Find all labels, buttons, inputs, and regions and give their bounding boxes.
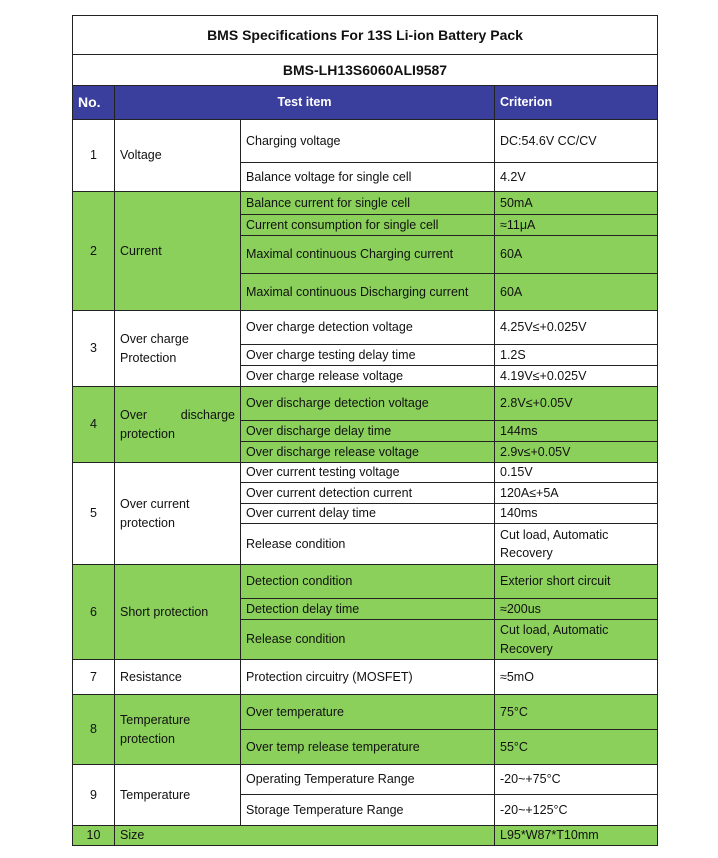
table-row xyxy=(73,387,658,421)
criterion-cell: 4.25V≤+0.025V xyxy=(495,311,658,345)
test-item-cell: Maximal continuous Charging current xyxy=(241,236,495,274)
table-header-row xyxy=(73,86,658,120)
criterion-cell: 2.8V≤+0.05V xyxy=(495,387,658,421)
test-item-cell: Over current detection current xyxy=(241,483,495,504)
row-number: 4 xyxy=(73,387,115,463)
table-row xyxy=(73,192,658,215)
criterion-cell: 60A xyxy=(495,274,658,311)
test-item-cell: Over discharge detection voltage xyxy=(241,387,495,421)
test-item-cell: Over discharge release voltage xyxy=(241,442,495,463)
row-number: 3 xyxy=(73,311,115,387)
criterion-cell: 75°C xyxy=(495,695,658,730)
criterion-cell: Cut load, Automatic Recovery xyxy=(495,524,658,565)
test-item-cell: Detection condition xyxy=(241,565,495,599)
table-row xyxy=(73,311,658,345)
category-cell: Size xyxy=(115,826,495,846)
test-item-cell: Detection delay time xyxy=(241,599,495,620)
row-number: 10 xyxy=(73,826,115,846)
test-item-cell: Balance voltage for single cell xyxy=(241,163,495,192)
header-criterion: Criterion xyxy=(495,86,658,120)
row-number: 9 xyxy=(73,765,115,826)
category-cell: Over charge Protection xyxy=(115,311,241,387)
row-number: 7 xyxy=(73,660,115,695)
criterion-cell: ≈5mO xyxy=(495,660,658,695)
criterion-cell: 120A≤+5A xyxy=(495,483,658,504)
row-number: 8 xyxy=(73,695,115,765)
test-item-cell: Over temperature xyxy=(241,695,495,730)
criterion-cell: 1.2S xyxy=(495,345,658,366)
criterion-cell: Exterior short circuit xyxy=(495,565,658,599)
test-item-cell: Protection circuitry (MOSFET) xyxy=(241,660,495,695)
header-no: No. xyxy=(73,86,115,120)
test-item-cell: Charging voltage xyxy=(241,120,495,163)
row-number: 1 xyxy=(73,120,115,192)
model-number: BMS-LH13S6060ALI9587 xyxy=(73,55,658,86)
category-cell: Resistance xyxy=(115,660,241,695)
table-row xyxy=(73,826,658,846)
test-item-cell: Over charge detection voltage xyxy=(241,311,495,345)
category-cell: Current xyxy=(115,192,241,311)
table-row xyxy=(73,120,658,163)
test-item-cell: Over temp release temperature xyxy=(241,730,495,765)
criterion-cell: 55°C xyxy=(495,730,658,765)
table-row xyxy=(73,660,658,695)
criterion-cell: 140ms xyxy=(495,504,658,524)
criterion-cell: DC:54.6V CC/CV xyxy=(495,120,658,163)
test-item-cell: Release condition xyxy=(241,620,495,660)
test-item-cell: Maximal continuous Discharging current xyxy=(241,274,495,311)
criterion-cell: ≈200us xyxy=(495,599,658,620)
criterion-cell: L95*W87*T10mm xyxy=(495,826,658,846)
test-item-cell: Over current testing voltage xyxy=(241,463,495,483)
criterion-cell: 144ms xyxy=(495,421,658,442)
category-cell: Short protection xyxy=(115,565,241,660)
test-item-cell: Release condition xyxy=(241,524,495,565)
table-row xyxy=(73,463,658,483)
criterion-cell: ≈11μA xyxy=(495,215,658,236)
test-item-cell: Current consumption for single cell xyxy=(241,215,495,236)
row-number: 5 xyxy=(73,463,115,565)
test-item-cell: Operating Temperature Range xyxy=(241,765,495,795)
criterion-cell: Cut load, Automatic Recovery xyxy=(495,620,658,660)
test-item-cell: Balance current for single cell xyxy=(241,192,495,215)
criterion-cell: -20~+125°C xyxy=(495,795,658,826)
criterion-cell: 2.9v≤+0.05V xyxy=(495,442,658,463)
table-row xyxy=(73,565,658,599)
category-cell: Over discharge protection xyxy=(115,387,241,463)
criterion-cell: 4.2V xyxy=(495,163,658,192)
test-item-cell: Storage Temperature Range xyxy=(241,795,495,826)
bms-spec-table xyxy=(72,15,658,846)
test-item-cell: Over current delay time xyxy=(241,504,495,524)
criterion-cell: -20~+75°C xyxy=(495,765,658,795)
category-cell: Voltage xyxy=(115,120,241,192)
header-test-item: Test item xyxy=(115,86,495,120)
test-item-cell: Over discharge delay time xyxy=(241,421,495,442)
table-row xyxy=(73,695,658,730)
criterion-cell: 4.19V≤+0.025V xyxy=(495,366,658,387)
criterion-cell: 0.15V xyxy=(495,463,658,483)
category-cell: Temperature xyxy=(115,765,241,826)
test-item-cell: Over charge release voltage xyxy=(241,366,495,387)
table-row xyxy=(73,765,658,795)
row-number: 6 xyxy=(73,565,115,660)
criterion-cell: 50mA xyxy=(495,192,658,215)
row-number: 2 xyxy=(73,192,115,311)
category-cell: Temperature protection xyxy=(115,695,241,765)
criterion-cell: 60A xyxy=(495,236,658,274)
test-item-cell: Over charge testing delay time xyxy=(241,345,495,366)
document-title: BMS Specifications For 13S Li-ion Battery Pack xyxy=(73,16,658,55)
category-cell: Over current protection xyxy=(115,463,241,565)
